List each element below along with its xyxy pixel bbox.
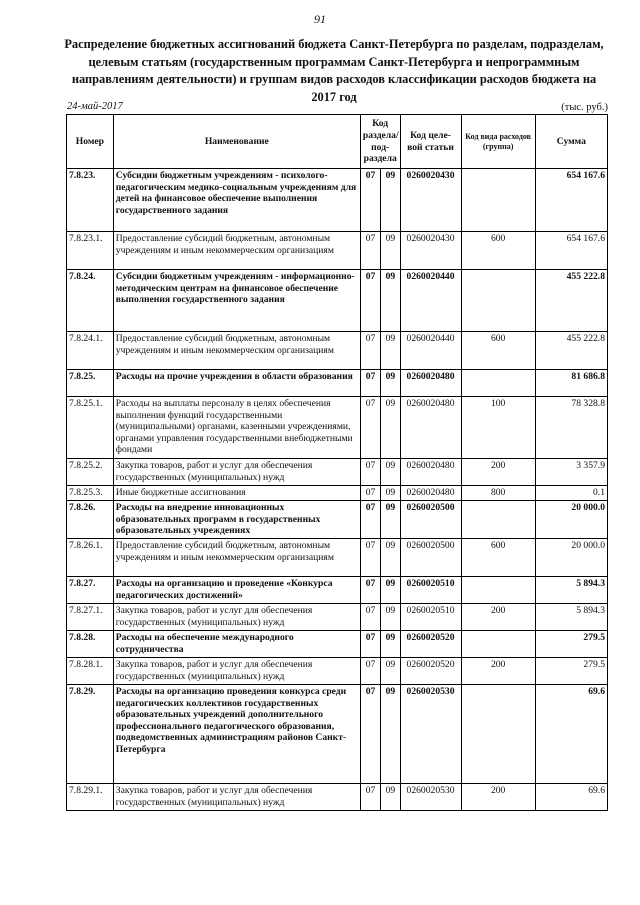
- row-section: 07: [360, 486, 380, 501]
- row-target-code: 0260020510: [400, 577, 461, 604]
- table-row: [67, 577, 608, 604]
- header-section: Код раздела/ под-раздела: [360, 115, 400, 169]
- row-expense-type: 200: [461, 658, 535, 685]
- row-sum: 654 167.6: [535, 169, 607, 232]
- row-subsection: 09: [381, 397, 400, 459]
- row-target-code: 0260020480: [400, 397, 461, 459]
- row-section: 07: [360, 232, 380, 270]
- row-target-code: 0260020480: [400, 486, 461, 501]
- row-name: Субсидии бюджетным учреждениям - психолого-педагогическим медико-социальным учреждениям для детей на финансовое обеспечение выполнения государственного задания: [113, 169, 360, 232]
- table-row: [67, 397, 608, 459]
- table-row: [67, 459, 608, 486]
- row-section: 07: [360, 459, 380, 486]
- table-row: [67, 486, 608, 501]
- row-number: 7.8.24.: [67, 270, 114, 332]
- table-row: [67, 539, 608, 577]
- row-subsection: 09: [381, 577, 400, 604]
- row-target-code: 0260020480: [400, 459, 461, 486]
- row-subsection: 09: [381, 332, 400, 370]
- row-section: 07: [360, 370, 380, 397]
- table-row: [67, 332, 608, 370]
- row-expense-type: 600: [461, 232, 535, 270]
- table-row: [67, 784, 608, 811]
- row-section: 07: [360, 604, 380, 631]
- document-date: 24-май-2017: [67, 101, 123, 112]
- table-header-row: [67, 115, 608, 169]
- row-expense-type: [461, 169, 535, 232]
- row-expense-type: 200: [461, 604, 535, 631]
- row-expense-type: [461, 501, 535, 539]
- row-name: Расходы на выплаты персоналу в целях обеспечения выполнения функций государственными (муниципальными) органами, казенными учреждениями, органами управления государственными внебюджетными фондами: [113, 397, 360, 459]
- row-subsection: 09: [381, 685, 400, 784]
- row-target-code: 0260020440: [400, 332, 461, 370]
- row-number: 7.8.28.1.: [67, 658, 114, 685]
- row-name: Расходы на внедрение инновационных образовательных программ в государственных образовательных учреждениях: [113, 501, 360, 539]
- row-target-code: 0260020480: [400, 370, 461, 397]
- row-sum: 20 000.0: [535, 539, 607, 577]
- row-number: 7.8.25.: [67, 370, 114, 397]
- row-subsection: 09: [381, 486, 400, 501]
- table-row: [67, 501, 608, 539]
- row-sum: 279.5: [535, 658, 607, 685]
- row-target-code: 0260020500: [400, 501, 461, 539]
- row-subsection: 09: [381, 784, 400, 811]
- row-sum: 455 222.8: [535, 270, 607, 332]
- row-sum: 20 000.0: [535, 501, 607, 539]
- row-expense-type: [461, 685, 535, 784]
- table-row: [67, 604, 608, 631]
- header-sum: Сумма: [535, 115, 607, 169]
- row-number: 7.8.26.1.: [67, 539, 114, 577]
- row-target-code: 0260020440: [400, 270, 461, 332]
- table-row: [67, 370, 608, 397]
- header-name: Наименование: [113, 115, 360, 169]
- table-row: [67, 270, 608, 332]
- row-sum: 3 357.9: [535, 459, 607, 486]
- row-target-code: 0260020530: [400, 685, 461, 784]
- row-number: 7.8.29.: [67, 685, 114, 784]
- row-section: 07: [360, 577, 380, 604]
- row-number: 7.8.26.: [67, 501, 114, 539]
- row-subsection: 09: [381, 459, 400, 486]
- row-name: Иные бюджетные ассигнования: [113, 486, 360, 501]
- row-target-code: 0260020520: [400, 631, 461, 658]
- row-subsection: 09: [381, 232, 400, 270]
- row-target-code: 0260020430: [400, 169, 461, 232]
- row-subsection: 09: [381, 169, 400, 232]
- row-name: Предоставление субсидий бюджетным, автономным учреждениям и иным некоммерческим организациям: [113, 232, 360, 270]
- row-number: 7.8.27.: [67, 577, 114, 604]
- row-section: 07: [360, 169, 380, 232]
- row-sum: 0.1: [535, 486, 607, 501]
- header-num: Номер: [67, 115, 114, 169]
- row-section: 07: [360, 539, 380, 577]
- table-row: [67, 631, 608, 658]
- row-name: Закупка товаров, работ и услуг для обеспечения государственных (муниципальных) нужд: [113, 784, 360, 811]
- table-row: [67, 232, 608, 270]
- row-expense-type: [461, 270, 535, 332]
- row-section: 07: [360, 685, 380, 784]
- row-name: Расходы на организацию и проведение «Конкурса педагогических достижений»: [113, 577, 360, 604]
- table-row: [67, 169, 608, 232]
- row-target-code: 0260020520: [400, 658, 461, 685]
- row-sum: 5 894.3: [535, 577, 607, 604]
- row-section: 07: [360, 784, 380, 811]
- row-sum: 5 894.3: [535, 604, 607, 631]
- row-subsection: 09: [381, 631, 400, 658]
- row-section: 07: [360, 631, 380, 658]
- row-expense-type: 600: [461, 332, 535, 370]
- row-expense-type: [461, 370, 535, 397]
- row-sum: 69.6: [535, 685, 607, 784]
- row-expense-type: 100: [461, 397, 535, 459]
- row-sum: 279.5: [535, 631, 607, 658]
- row-subsection: 09: [381, 370, 400, 397]
- row-target-code: 0260020500: [400, 539, 461, 577]
- row-subsection: 09: [381, 658, 400, 685]
- row-expense-type: 200: [461, 784, 535, 811]
- row-name: Закупка товаров, работ и услуг для обеспечения государственных (муниципальных) нужд: [113, 604, 360, 631]
- row-subsection: 09: [381, 604, 400, 631]
- row-subsection: 09: [381, 539, 400, 577]
- row-expense-type: [461, 577, 535, 604]
- row-number: 7.8.23.: [67, 169, 114, 232]
- row-sum: 78 328.8: [535, 397, 607, 459]
- row-name: Расходы на организацию проведения конкурса среди педагогических коллективов государственных образовательных учреждений дополнительного профессионального педагогического образования, подведомственных администрациям районов Санкт-Петербурга: [113, 685, 360, 784]
- table-row: [67, 658, 608, 685]
- row-section: 07: [360, 332, 380, 370]
- row-target-code: 0260020430: [400, 232, 461, 270]
- row-number: 7.8.25.2.: [67, 459, 114, 486]
- row-number: 7.8.29.1.: [67, 784, 114, 811]
- document-title: Распределение бюджетных ассигнований бюджета Санкт-Петербурга по разделам, подразделам, целевым статьям (государственным программам Санкт-Петербурга и непрограммным направлениям деятельности) и группам видов расходов классификации расходов бюджета на 2017 год: [64, 37, 604, 104]
- row-name: Субсидии бюджетным учреждениям - информационно-методическим центрам на финансовое обеспечение выполнения государственного задания: [113, 270, 360, 332]
- header-csr: Код целе-вой статьи: [400, 115, 461, 169]
- row-name: Закупка товаров, работ и услуг для обеспечения государственных (муниципальных) нужд: [113, 658, 360, 685]
- row-number: 7.8.25.1.: [67, 397, 114, 459]
- row-number: 7.8.27.1.: [67, 604, 114, 631]
- row-name: Расходы на прочие учреждения в области образования: [113, 370, 360, 397]
- row-number: 7.8.28.: [67, 631, 114, 658]
- row-subsection: 09: [381, 501, 400, 539]
- row-section: 07: [360, 270, 380, 332]
- row-number: 7.8.25.3.: [67, 486, 114, 501]
- row-number: 7.8.24.1.: [67, 332, 114, 370]
- row-expense-type: 800: [461, 486, 535, 501]
- row-expense-type: 600: [461, 539, 535, 577]
- row-target-code: 0260020510: [400, 604, 461, 631]
- row-name: Предоставление субсидий бюджетным, автономным учреждениям и иным некоммерческим организациям: [113, 539, 360, 577]
- row-sum: 654 167.6: [535, 232, 607, 270]
- page-number: 91: [314, 12, 326, 26]
- header-vr: Код вида расходов (группа): [461, 115, 535, 169]
- row-name: Расходы на обеспечение международного сотрудничества: [113, 631, 360, 658]
- row-expense-type: 200: [461, 459, 535, 486]
- row-section: 07: [360, 658, 380, 685]
- row-sum: 81 686.8: [535, 370, 607, 397]
- row-name: Предоставление субсидий бюджетным, автономным учреждениям и иным некоммерческим организациям: [113, 332, 360, 370]
- budget-table: [66, 114, 608, 811]
- row-target-code: 0260020530: [400, 784, 461, 811]
- row-name: Закупка товаров, работ и услуг для обеспечения государственных (муниципальных) нужд: [113, 459, 360, 486]
- units-label: (тыс. руб.): [561, 102, 608, 113]
- row-section: 07: [360, 501, 380, 539]
- table-row: [67, 685, 608, 784]
- row-sum: 69.6: [535, 784, 607, 811]
- row-section: 07: [360, 397, 380, 459]
- row-expense-type: [461, 631, 535, 658]
- row-subsection: 09: [381, 270, 400, 332]
- row-number: 7.8.23.1.: [67, 232, 114, 270]
- row-sum: 455 222.8: [535, 332, 607, 370]
